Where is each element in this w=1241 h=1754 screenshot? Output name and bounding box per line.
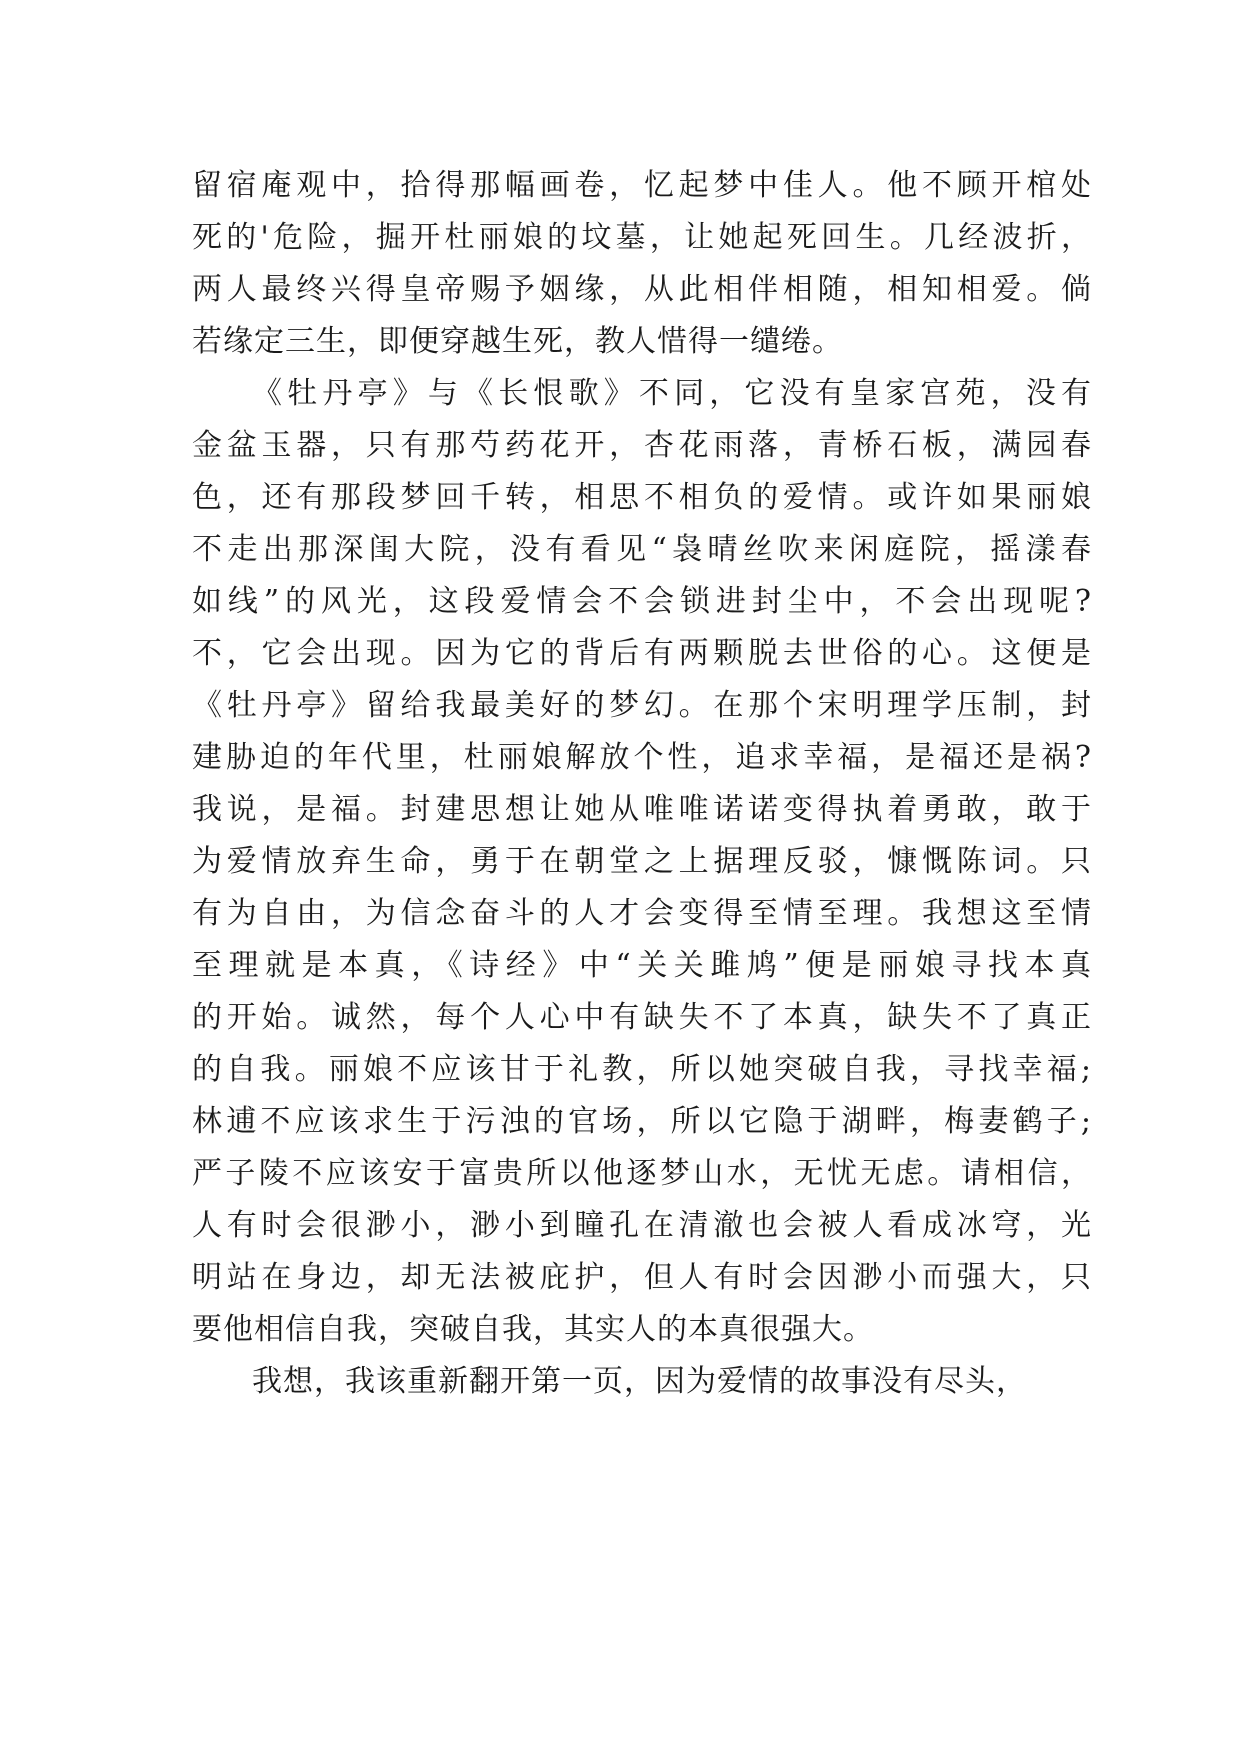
text-line: 两人最终兴得皇帝赐予姻缘，从此相伴相随，相知相爱。倘	[192, 272, 1092, 307]
text-line: 死的'危险，掘开杜丽娘的坟墓，让她起死回生。几经波折，	[192, 220, 1092, 255]
text-line: 若缘定三生，即便穿越生死，教人惜得一缱绻。	[192, 324, 843, 359]
text-line: 如线”的风光，这段爱情会不会锁进封尘中，不会出现呢?	[192, 584, 1092, 619]
text-line: 的自我。丽娘不应该甘于礼教，所以她突破自我，寻找幸福;	[192, 1052, 1092, 1087]
text-line: 的开始。诚然，每个人心中有缺失不了本真，缺失不了真正	[192, 1000, 1092, 1035]
text-line: 不，它会出现。因为它的背后有两颗脱去世俗的心。这便是	[192, 636, 1092, 671]
text-line: 建胁迫的年代里，杜丽娘解放个性，追求幸福，是福还是祸?	[192, 740, 1092, 775]
text-line: 明站在身边，却无法被庇护，但人有时会因渺小而强大，只	[192, 1260, 1092, 1295]
text-line: 为爱情放弃生命，勇于在朝堂之上据理反驳，慷慨陈词。只	[192, 844, 1092, 879]
text-line: 色，还有那段梦回千转，相思不相负的爱情。或许如果丽娘	[192, 480, 1092, 515]
text-line: 《牡丹亭》留给我最美好的梦幻。在那个宋明理学压制，封	[192, 688, 1092, 723]
text-line: 我说，是福。封建思想让她从唯唯诺诺变得执着勇敢，敢于	[192, 792, 1092, 827]
text-line: 不走出那深闺大院，没有看见“袅晴丝吹来闲庭院，摇漾春	[192, 532, 1092, 567]
text-line: 金盆玉器，只有那芍药花开，杏花雨落，青桥石板，满园春	[192, 428, 1092, 463]
text-line: 林逋不应该求生于污浊的官场，所以它隐于湖畔，梅妻鹤子;	[192, 1104, 1092, 1139]
text-line: 《牡丹亭》与《长恨歌》不同，它没有皇家宫苑，没有	[252, 376, 1092, 411]
text-line: 留宿庵观中，拾得那幅画卷，忆起梦中佳人。他不顾开棺处	[192, 168, 1092, 203]
text-line: 至理就是本真，《诗经》中“关关雎鸠”便是丽娘寻找本真	[192, 948, 1092, 983]
text-line: 严子陵不应该安于富贵所以他逐梦山水，无忧无虑。请相信，	[192, 1156, 1092, 1191]
text-line: 要他相信自我，突破自我，其实人的本真很强大。	[192, 1312, 874, 1347]
text-line: 有为自由，为信念奋斗的人才会变得至情至理。我想这至情	[192, 896, 1092, 931]
text-line: 我想，我该重新翻开第一页，因为爱情的故事没有尽头，	[252, 1364, 1027, 1399]
text-line: 人有时会很渺小，渺小到瞳孔在清澈也会被人看成冰穹，光	[192, 1208, 1092, 1243]
body-text	[192, 160, 1092, 1408]
